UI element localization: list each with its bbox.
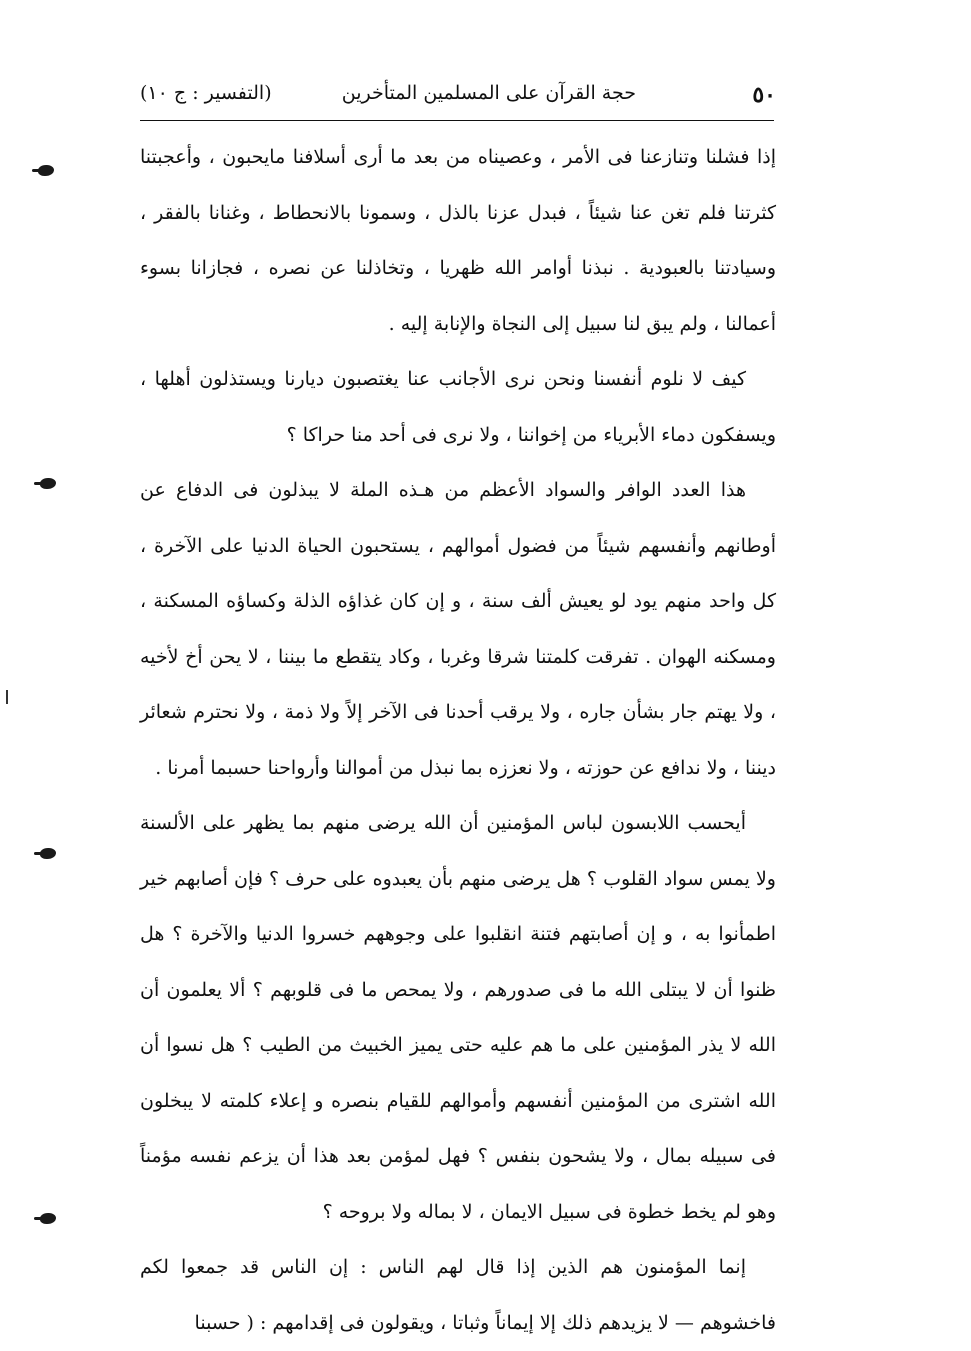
scan-edge-mark [6,690,8,704]
page-header [140,82,776,114]
punch-hole-mark [40,478,56,489]
punch-hole-mark [38,165,54,176]
paragraph: هذا العدد الوافر والسواد الأعظم من هـذه الملة لا يبذلون فى الدفاع عن أوطانهم وأنفسهم شيئاً من فضول أموالهم ، يستحبون الحياة الدنيا على الآخرة ، كل واحد منهم يود لو يعيش ألف سنة ، و إن كان غذاؤه الذلة وكساؤه المسكنة ، ومسكنه الهوان . تفرقت كلمتنا شرقا وغربا ، وكاد يتقطع ما بيننا ، لا يحن أخ لأخيه ، ولا يهتم جار بشأن جاره ، ولا يرقب أحدنا فى الآخر إلاً ولا ذمة ، ولا نحترم شعائر ديننا ، ولا ندافع عن حوزته ، ولا نعززه بما نبذل من أموالنا وأرواحنا حسبما أمرنا . [140,479,776,779]
paragraph: كيف لا نلوم أنفسنا ونحن نرى الأجانب عنا يغتصبون ديارنا ويستذلون أهلها ، ويسفكون دماء الأبرياء من إخواننا ، ولا نرى فى أحد منا حراكا ؟ [140,368,776,446]
paragraph: أيحسب اللابسون لباس المؤمنين أن الله يرضى منهم بما يظهر على الألسنة ولا يمس سواد القلوب ؟ هل يرضى منهم بأن يعبدوه على حرف ؟ فإن أصابهم خير اطمأنوا به ، و إن أصابتهم فتنة انقلبوا على وجوههم خسروا الدنيا والآخرة ؟ هل ظنوا أن لا يبتلى الله ما فى صدورهم ، ولا يمحص ما فى قلوبهم ؟ ألا يعلمون أن الله لا يذر المؤمنين على ما هم عليه حتى يميز الخبيث من الطيب ؟ هل نسوا أن الله اشترى من المؤمنين أنفسهم وأموالهم للقيام بنصره و إعلاء كلمته لا يبخلون فى سبيله بمال ، ولا يشحون بنفس ؟ فهل لمؤمن بعد هذا أن يزعم نفسه مؤمناً وهو لم يخط خطوة فى سبيل الايمان ، لا بماله ولا بروحه ؟ [140,812,776,1223]
paragraph: إنما المؤمنون هم الذين إذا قال لهم الناس : إن الناس قد جمعوا لكم فاخشوهم — لا يزيدهم ذلك إلا إيماناً وثباتا ، ويقولون فى إقدامهم : ( حسبنا [140,1256,776,1334]
section-label: (التفسير : ج ١٠) [140,82,272,104]
body-text [140,130,776,1351]
punch-hole-mark [40,1213,56,1224]
paragraph: إذا فشلنا وتنازعنا فى الأمر ، وعصيناه من بعد ما أرى أسلافنا مايحبون ، وأعجبتنا كثرتنا فلم تغن عنا شيئاً ، فبدل عزنا بالذل ، وسمونا بالانحطاط ، وغنانا بالفقر ، وسيادتنا بالعبودية . نبذنا أوامر الله ظهريا ، وتخاذلنا عن نصره ، فجازانا بسوء أعمالنا ، ولم يبق لنا سبيل إلى النجاة والإنابة إليه . [140,146,776,335]
page-number: ٥٠ [752,82,776,108]
punch-hole-mark [40,848,56,859]
header-rule [140,120,774,121]
running-title: حجة القرآن على المسلمين المتأخرين [341,82,636,104]
